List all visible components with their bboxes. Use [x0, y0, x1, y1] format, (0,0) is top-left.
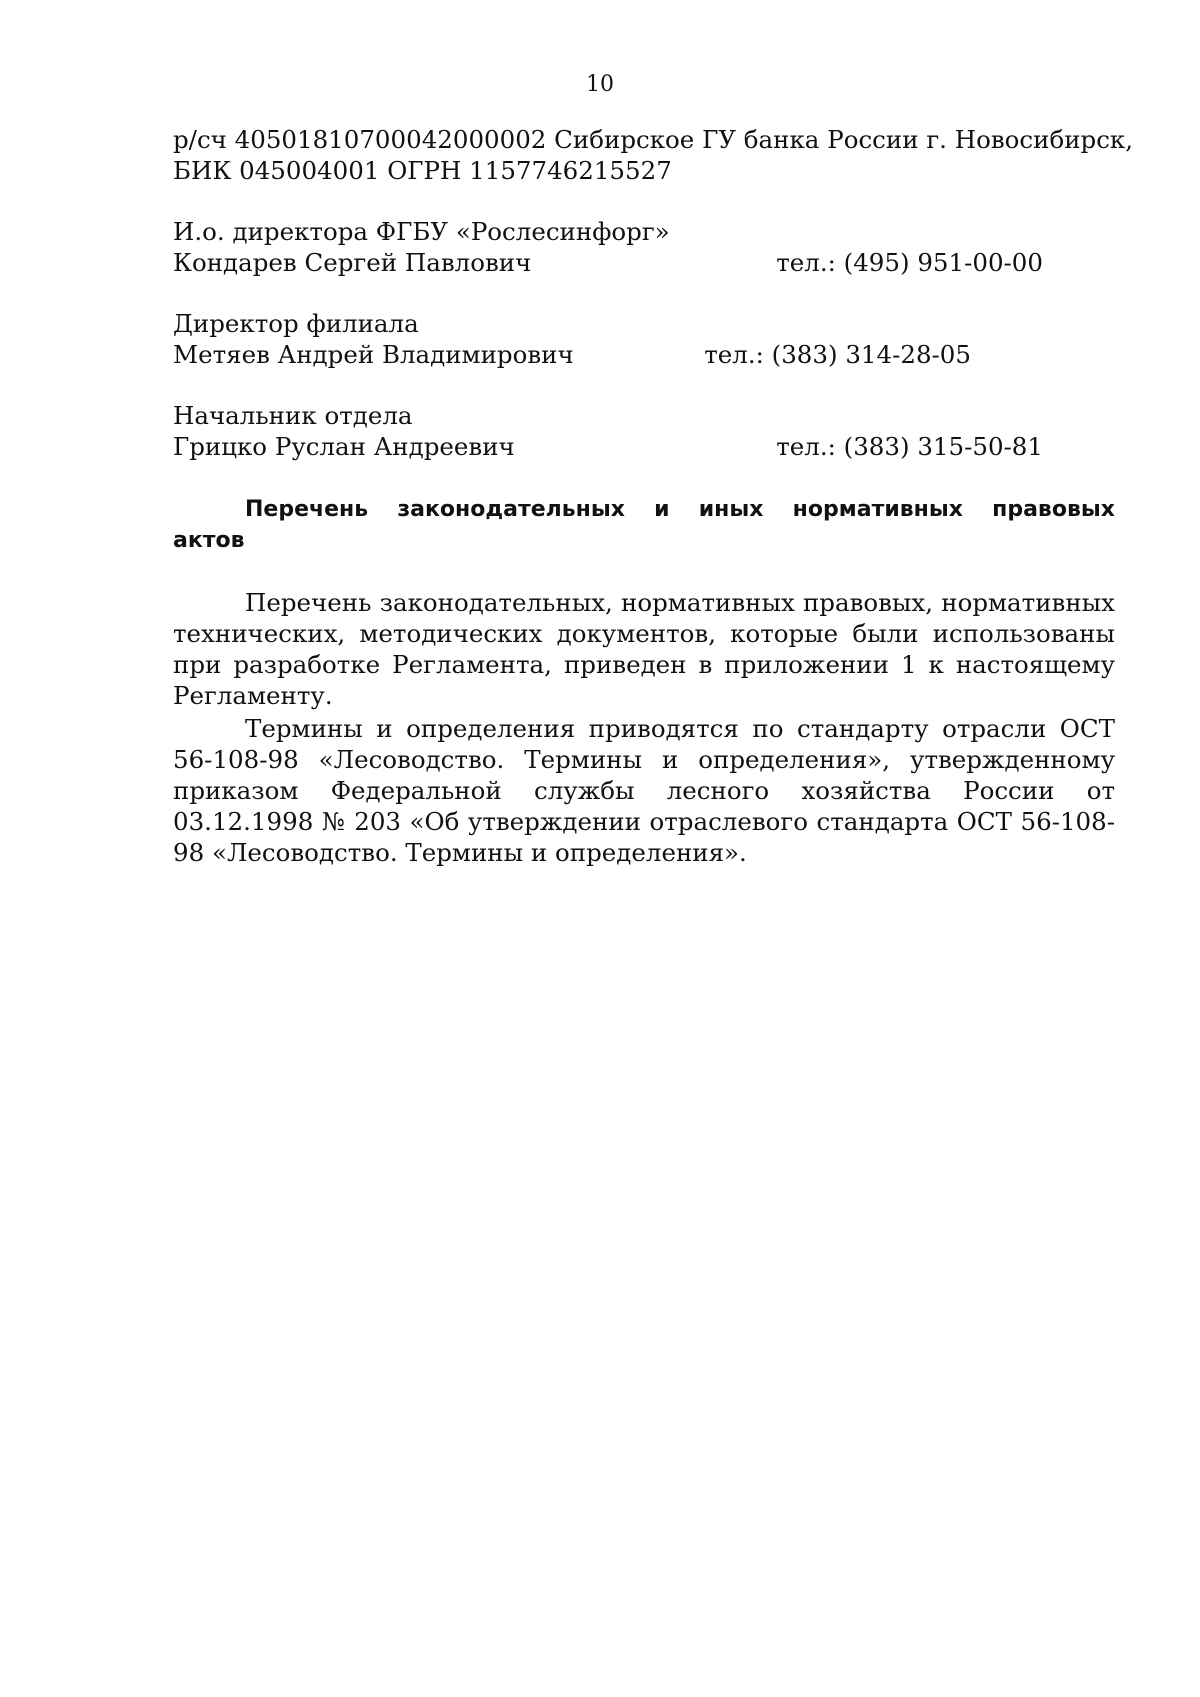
heading-word: Перечень — [245, 497, 369, 522]
paragraph: Термины и определения приводятся по стандарту отрасли ОСТ 56-108-98 «Лесоводство. Термины и определения», утвержденному приказом Федеральной службы лесного хозяйства России от 03.12.1998 № 203 «Об утверждении отраслевого стандарта ОСТ 56-108-98 «Лесоводство. Термины и определения». — [173, 714, 1115, 867]
contact-position: Начальник отдела — [173, 401, 413, 430]
heading-word: актов — [173, 528, 245, 553]
heading-word: и — [654, 497, 670, 522]
contact-block-director — [173, 216, 1115, 278]
page-number: 10 — [586, 72, 614, 97]
section-heading — [173, 494, 1115, 556]
document-body — [173, 124, 1134, 870]
heading-word: правовых — [992, 497, 1115, 522]
contact-block-department-head — [173, 400, 1115, 462]
contact-name: Кондарев Сергей Павлович — [173, 248, 532, 277]
contact-block-branch-director — [173, 308, 1115, 370]
paragraph: Перечень законодательных, нормативных правовых, нормативных технических, методических документов, которые были использованы при разработке Регламента, приведен в приложении 1 к настоящему Регламенту. — [173, 588, 1115, 710]
body-text — [173, 587, 1115, 868]
contact-position: Директор филиала — [173, 309, 419, 338]
bank-details — [173, 124, 1134, 186]
heading-word: иных — [698, 497, 764, 522]
section-heading-line — [173, 494, 1115, 525]
contact-name: Метяев Андрей Владимирович — [173, 340, 574, 369]
contact-row — [173, 339, 1115, 370]
contact-phone: тел.: (495) 951-00-00 — [776, 248, 1043, 277]
bank-account-line: р/сч 40501810700042000002 Сибирское ГУ банка России г. Новосибирск, — [173, 125, 1134, 154]
contact-phone: тел.: (383) 314-28-05 — [704, 340, 971, 369]
heading-word: нормативных — [792, 497, 963, 522]
contact-row — [173, 431, 1115, 462]
contact-phone: тел.: (383) 315-50-81 — [776, 432, 1043, 461]
contact-row — [173, 247, 1115, 278]
contact-position: И.о. директора ФГБУ «Рослесинфорг» — [173, 217, 670, 246]
bank-codes-line: БИК 045004001 ОГРН 1157746215527 — [173, 156, 672, 185]
heading-word: законодательных — [397, 497, 625, 522]
contact-name: Грицко Руслан Андреевич — [173, 432, 515, 461]
